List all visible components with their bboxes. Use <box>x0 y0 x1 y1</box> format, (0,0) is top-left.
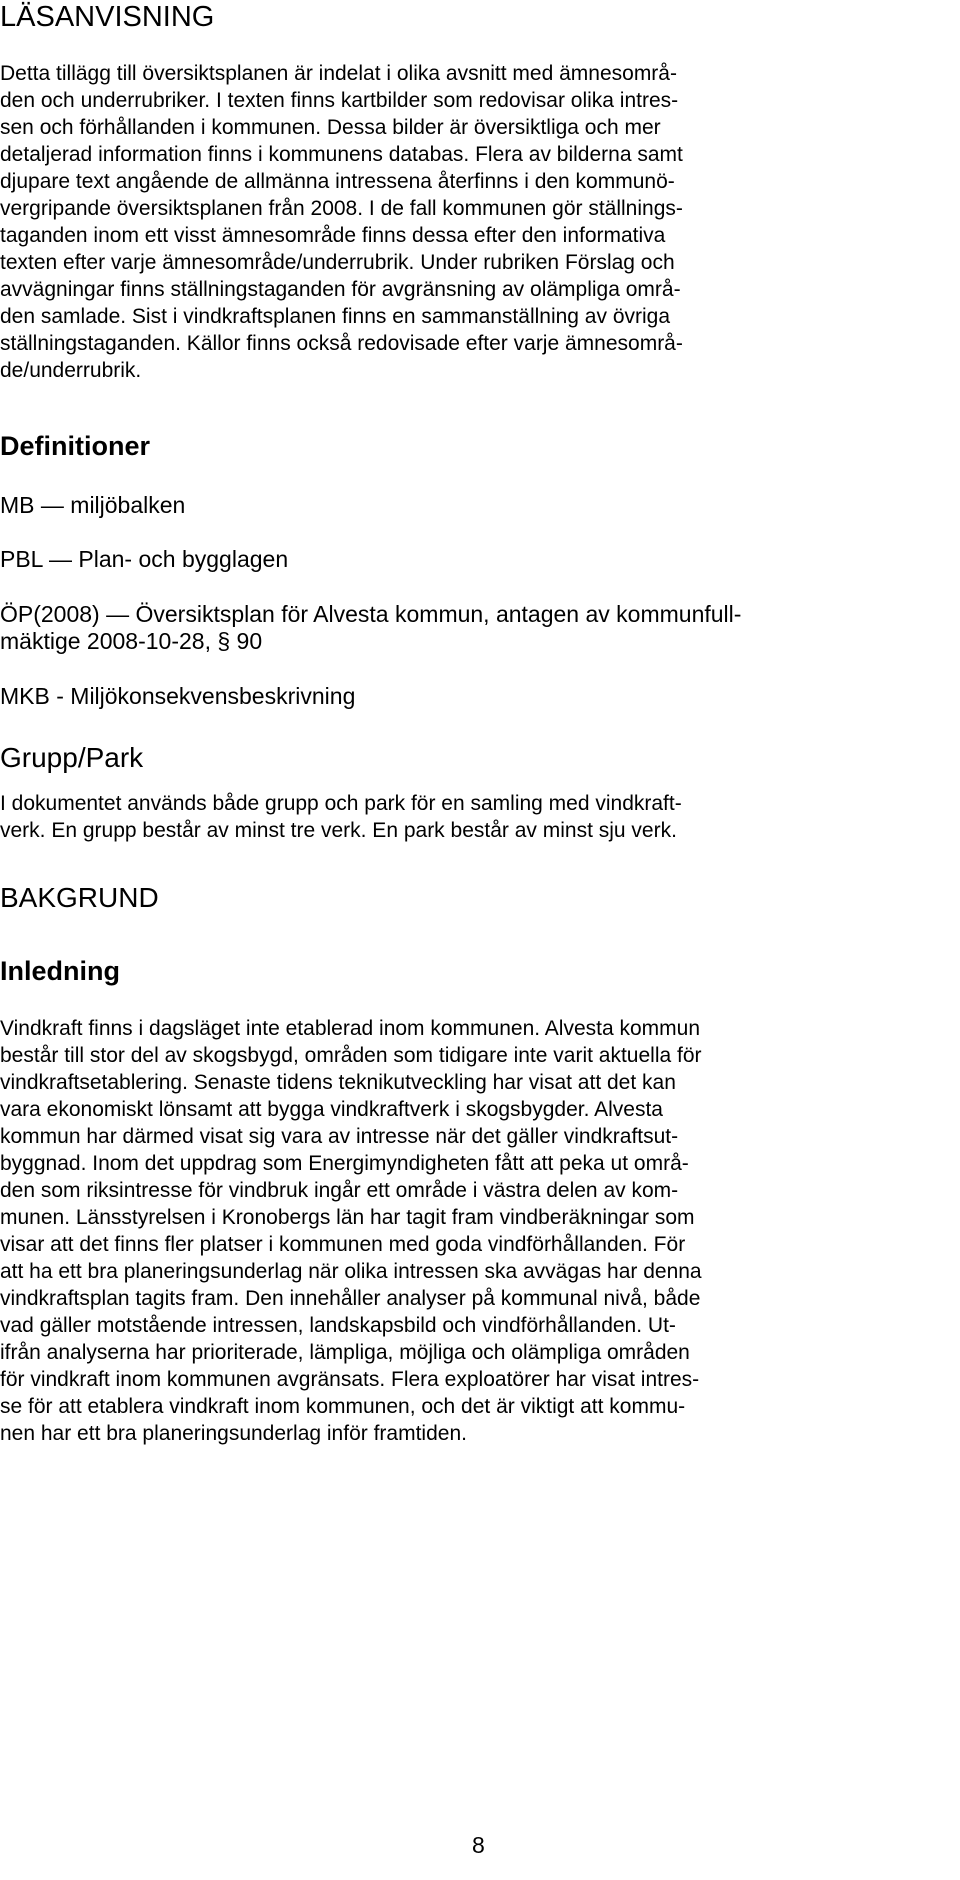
intro-line: den och underrubriker. I texten finns kartbilder som redovisar olika intres- <box>0 89 679 112</box>
inledning-line: vara ekonomiskt lönsamt att bygga vindkraftverk i skogsbygder. Alvesta <box>0 1098 663 1121</box>
heading-inledning: Inledning <box>0 956 120 986</box>
definition-pbl: PBL — Plan- och bygglagen <box>0 546 289 572</box>
inledning-line: består till stor del av skogsbygd, områden som tidigare inte varit aktuella för <box>0 1044 702 1067</box>
intro-line: den samlade. Sist i vindkraftsplanen finns en sammanställning av övriga <box>0 305 671 328</box>
definition-mb: MB — miljöbalken <box>0 492 186 518</box>
intro-line: de/underrubrik. <box>0 359 142 382</box>
intro-line: Detta tillägg till översiktsplanen är indelat i olika avsnitt med ämnesområ- <box>0 62 677 85</box>
inledning-line: ifrån analyserna har prioriterade, lämpliga, möjliga och olämpliga områden <box>0 1341 690 1364</box>
intro-line: ställningstaganden. Källor finns också redovisade efter varje ämnesområ- <box>0 332 683 355</box>
heading-lasanvisning: LÄSANVISNING <box>0 1 215 33</box>
page-number: 8 <box>472 1832 485 1858</box>
definition-op-line1: ÖP(2008) — Översiktsplan för Alvesta kommun, antagen av kommunfull- <box>0 601 742 627</box>
inledning-line: nen har ett bra planeringsunderlag inför framtiden. <box>0 1422 467 1445</box>
intro-line: taganden inom ett visst ämnesområde finns dessa efter den informativa <box>0 224 666 247</box>
inledning-line: att ha ett bra planeringsunderlag när olika intressen ska avvägas har denna <box>0 1260 702 1283</box>
inledning-line: Vindkraft finns i dagsläget inte etablerad inom kommunen. Alvesta kommun <box>0 1017 700 1040</box>
inledning-line: för vindkraft inom kommunen avgränsats. Flera exploatörer har visat intres- <box>0 1368 700 1391</box>
grupp-park-line: verk. En grupp består av minst tre verk. En park består av minst sju verk. <box>0 819 677 842</box>
definition-mkb: MKB - Miljökonsekvensbeskrivning <box>0 683 356 709</box>
inledning-line: vindkraftsetablering. Senaste tidens teknikutveckling har visat att det kan <box>0 1071 676 1094</box>
intro-line: vergripande översiktsplanen från 2008. I de fall kommunen gör ställnings- <box>0 197 683 220</box>
intro-line: avvägningar finns ställningstaganden för avgränsning av olämpliga områ- <box>0 278 681 301</box>
inledning-line: den som riksintresse för vindbruk ingår ett område i västra delen av kom- <box>0 1179 679 1202</box>
heading-grupp-park: Grupp/Park <box>0 742 144 773</box>
inledning-line: vad gäller motstående intressen, landskapsbild och vindförhållanden. Ut- <box>0 1314 676 1337</box>
heading-bakgrund: BAKGRUND <box>0 882 159 913</box>
inledning-line: vindkraftsplan tagits fram. Den innehåller analyser på kommunal nivå, både <box>0 1287 701 1310</box>
heading-definitioner: Definitioner <box>0 431 151 461</box>
grupp-park-line: I dokumentet används både grupp och park för en samling med vindkraft- <box>0 792 682 815</box>
definition-op-line2: mäktige 2008-10-28, § 90 <box>0 628 263 654</box>
inledning-line: munen. Länsstyrelsen i Kronobergs län har tagit fram vindberäkningar som <box>0 1206 695 1229</box>
inledning-line: byggnad. Inom det uppdrag som Energimyndigheten fått att peka ut områ- <box>0 1152 689 1175</box>
inledning-line: se för att etablera vindkraft inom kommunen, och det är viktigt att kommu- <box>0 1395 686 1418</box>
intro-line: texten efter varje ämnesområde/underrubrik. Under rubriken Förslag och <box>0 251 675 274</box>
intro-line: detaljerad information finns i kommunens databas. Flera av bilderna samt <box>0 143 683 166</box>
inledning-line: kommun har därmed visat sig vara av intresse när det gäller vindkraftsut- <box>0 1125 679 1148</box>
intro-line: djupare text angående de allmänna intressena återfinns i den kommunö- <box>0 170 675 193</box>
inledning-line: visar att det finns fler platser i kommunen med goda vindförhållanden. För <box>0 1233 686 1256</box>
intro-line: sen och förhållanden i kommunen. Dessa bilder är översiktliga och mer <box>0 116 661 139</box>
